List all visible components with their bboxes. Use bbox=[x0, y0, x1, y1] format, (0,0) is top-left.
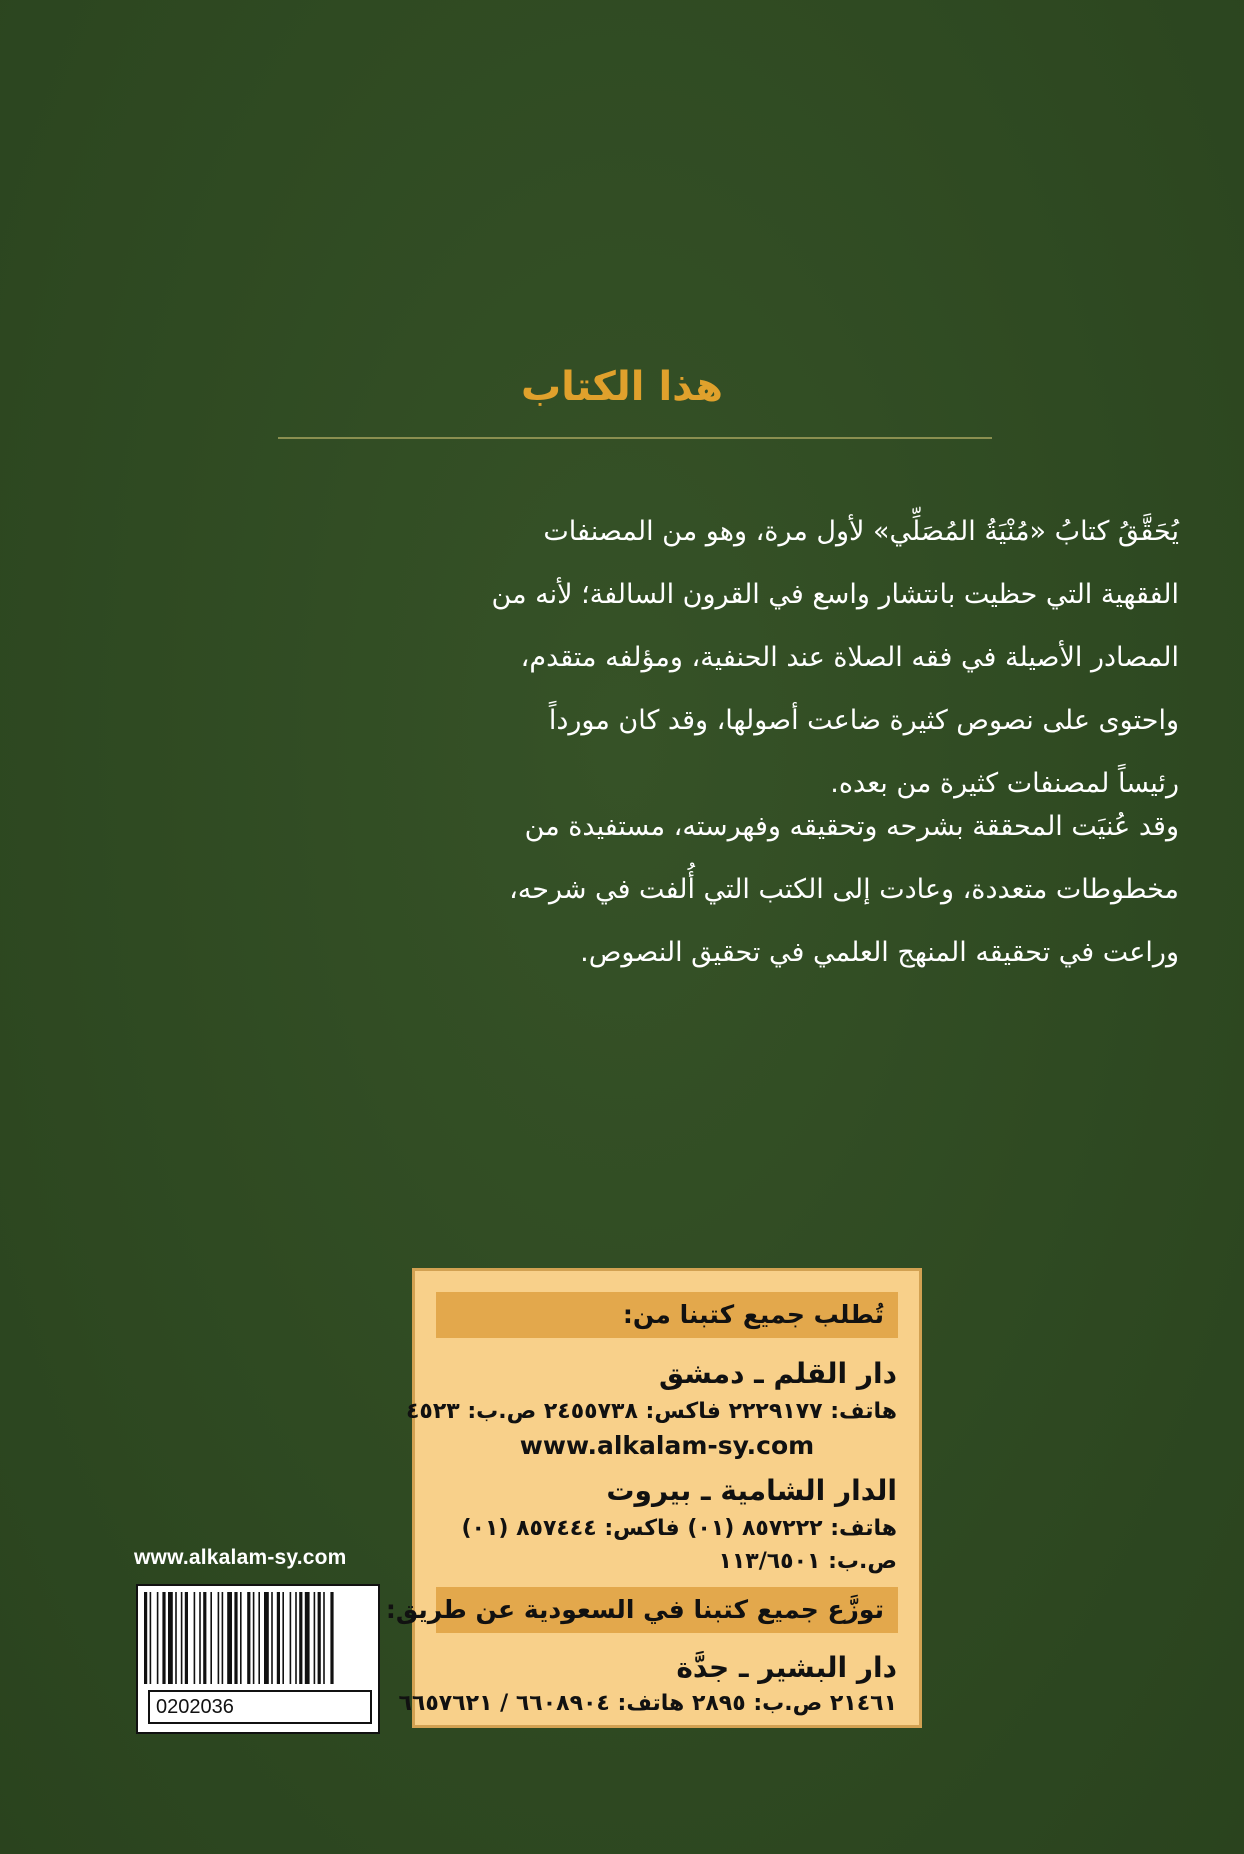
publisher-beirut-contact: هاتف: ٨٥٧٢٢٢ (٠١) فاكس: ٨٥٧٤٤٤ (٠١) bbox=[461, 1516, 897, 1541]
barcode-bar bbox=[181, 1592, 183, 1684]
description-paragraph-2 bbox=[274, 795, 1179, 984]
barcode-bar bbox=[314, 1592, 316, 1684]
section-heading: هذا الكتاب bbox=[520, 364, 723, 410]
barcode-bar bbox=[295, 1592, 297, 1684]
barcode-bar bbox=[185, 1592, 188, 1684]
paragraph-line: وقد عُنيَت المحققة بشرحه وتحقيقه وفهرسته، مستفيدة من bbox=[524, 811, 1179, 842]
barcode-bar bbox=[240, 1592, 242, 1684]
barcode-bar bbox=[210, 1592, 212, 1684]
publisher-beirut-pobox: ص.ب: ١١٣/٦٥٠١ bbox=[718, 1549, 897, 1574]
paragraph-line: واحتوى على نصوص كثيرة ضاعت أصولها، وقد كان مورداً bbox=[548, 705, 1179, 736]
barcode-bar bbox=[157, 1592, 159, 1684]
paragraph-line: رئيساً لمصنفات كثيرة من بعده. bbox=[830, 768, 1179, 799]
barcode-bar bbox=[234, 1592, 237, 1684]
barcode-number: 0202036 bbox=[148, 1690, 372, 1724]
ordering-info-box bbox=[385, 1268, 922, 1728]
barcode bbox=[136, 1584, 380, 1734]
barcode-bar bbox=[162, 1592, 165, 1684]
barcode-bar bbox=[318, 1592, 321, 1684]
barcode-bar bbox=[330, 1592, 333, 1684]
publisher-beirut-name: الدار الشامية ـ بيروت bbox=[606, 1474, 897, 1507]
barcode-bar bbox=[271, 1592, 273, 1684]
side-website-link[interactable]: www.alkalam-sy.com bbox=[134, 1546, 347, 1569]
barcode-bar bbox=[199, 1592, 201, 1684]
barcode-bar bbox=[227, 1592, 232, 1684]
barcode-bar bbox=[194, 1592, 196, 1684]
heading-divider bbox=[278, 437, 992, 439]
barcode-bar bbox=[258, 1592, 260, 1684]
barcode-bar bbox=[247, 1592, 250, 1684]
barcode-bar bbox=[168, 1592, 173, 1684]
barcode-bar bbox=[144, 1592, 147, 1684]
barcode-bar bbox=[299, 1592, 302, 1684]
distributor-name: دار البشير ـ جدَّة bbox=[676, 1651, 897, 1684]
barcode-bar bbox=[150, 1592, 152, 1684]
distributor-contact: ٢١٤٦١ ص.ب: ٢٨٩٥ هاتف: ٦٦٠٨٩٠٤ / ٦٦٥٧٦٢١ bbox=[398, 1691, 897, 1716]
paragraph-line: الفقهية التي حظيت بانتشار واسع في القرون السالفة؛ لأنه من bbox=[491, 579, 1179, 610]
paragraph-line: يُحَقَّقُ كتابُ «مُنْيَةُ المُصَلِّي» لأول مرة، وهو من المصنفات bbox=[543, 516, 1179, 547]
barcode-bar bbox=[323, 1592, 325, 1684]
publisher-damascus-contact: هاتف: ٢٢٢٩١٧٧ فاكس: ٢٤٥٥٧٣٨ ص.ب: ٤٥٢٣ bbox=[405, 1399, 897, 1424]
barcode-bar bbox=[277, 1592, 280, 1684]
publisher-damascus-name: دار القلم ـ دمشق bbox=[659, 1357, 897, 1390]
barcode-bar bbox=[305, 1592, 310, 1684]
paragraph-line: المصادر الأصيلة في فقه الصلاة عند الحنفية، ومؤلفه متقدم، bbox=[520, 642, 1179, 673]
barcode-bar bbox=[253, 1592, 255, 1684]
distribution-band: توزَّع جميع كتبنا في السعودية عن طريق: bbox=[436, 1587, 898, 1633]
description-paragraph-1 bbox=[274, 500, 1179, 815]
barcode-bar bbox=[264, 1592, 269, 1684]
barcode-bar bbox=[203, 1592, 206, 1684]
barcode-bar bbox=[175, 1592, 177, 1684]
barcode-bar bbox=[290, 1592, 292, 1684]
barcode-bar bbox=[218, 1592, 220, 1684]
paragraph-line: وراعت في تحقيقه المنهج العلمي في تحقيق النصوص. bbox=[580, 937, 1179, 968]
publisher-website-link[interactable]: www.alkalam-sy.com bbox=[519, 1431, 815, 1460]
barcode-bars bbox=[144, 1592, 372, 1684]
order-band: تُطلب جميع كتبنا من: bbox=[436, 1292, 898, 1338]
barcode-bar bbox=[222, 1592, 224, 1684]
paragraph-line: مخطوطات متعددة، وعادت إلى الكتب التي أُلفت في شرحه، bbox=[509, 874, 1179, 905]
barcode-bar bbox=[282, 1592, 284, 1684]
